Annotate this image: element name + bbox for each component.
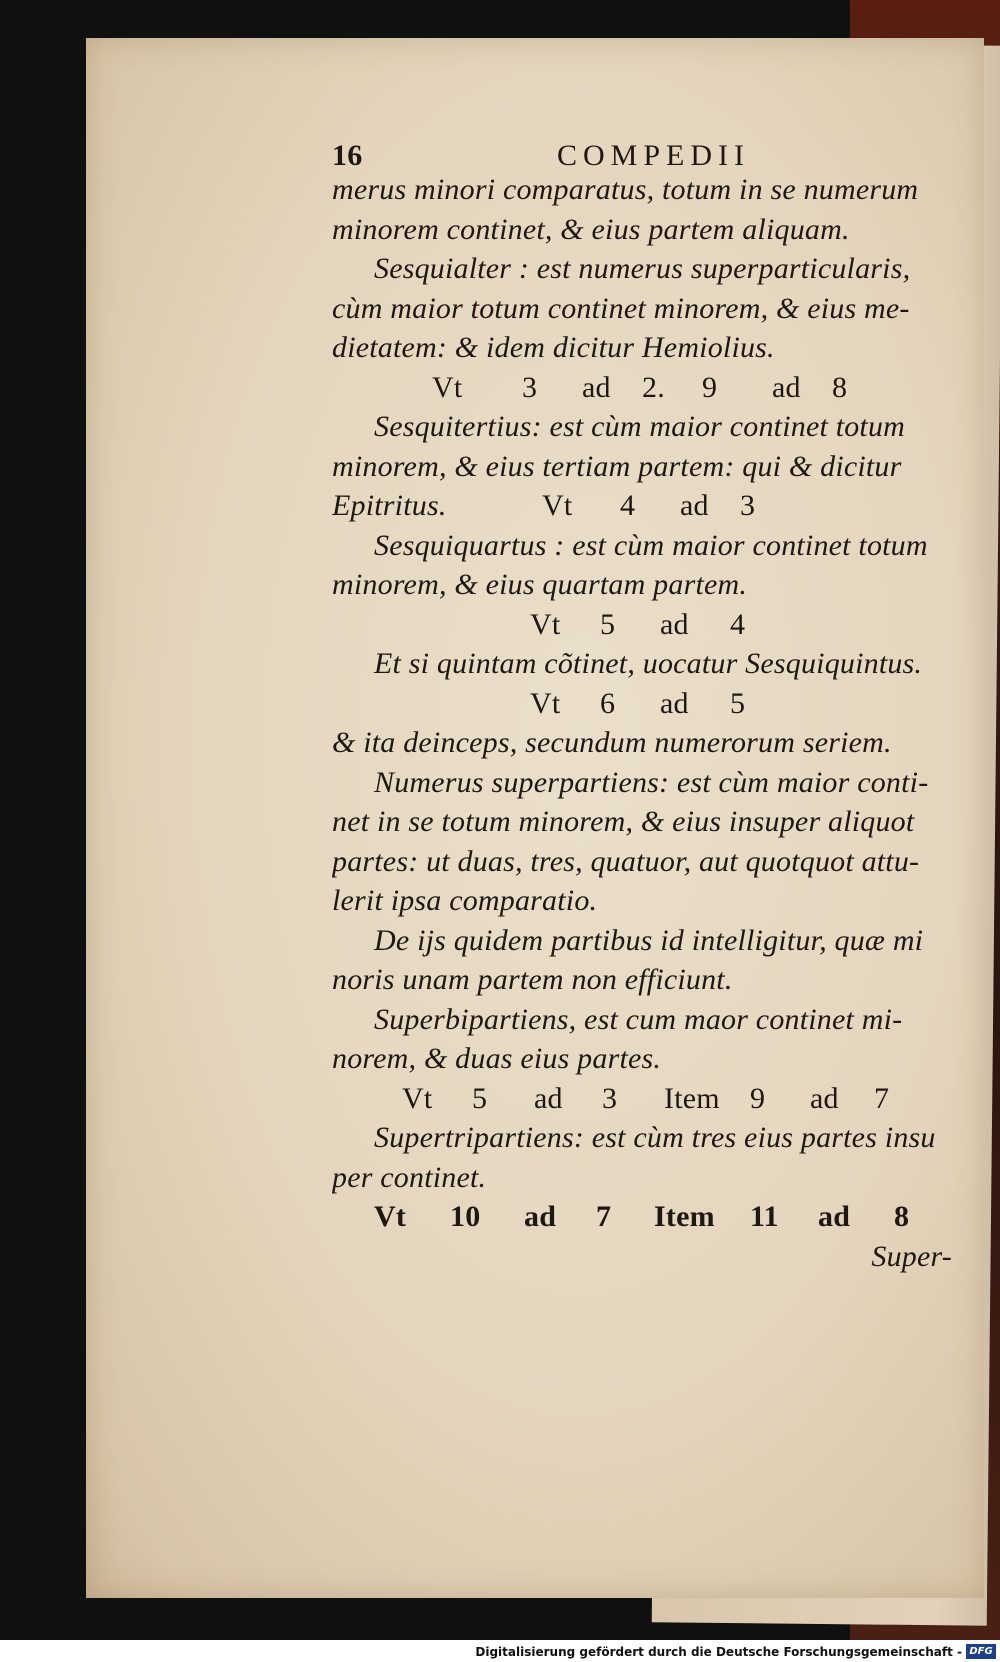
example-token: 10 (450, 1200, 481, 1233)
text-line: noris unam partem non efficiunt. (332, 963, 733, 996)
text-line: partes: ut duas, tres, quatuor, aut quotquot attu- (332, 844, 920, 878)
text-line: Superbipartiens, est cum maor continet mi- (374, 1002, 903, 1036)
example-token: 3 (602, 1081, 618, 1115)
example-token: 5 (472, 1081, 488, 1115)
page-number: 16 (332, 139, 363, 172)
example-token: Item (664, 1081, 720, 1115)
example-token: 7 (874, 1081, 890, 1115)
text-line: norem, & duas eius partes. (332, 1042, 662, 1075)
example-token: ad (680, 489, 709, 522)
example-token: 7 (596, 1200, 612, 1233)
text-line: lerit ipsa comparatio. (332, 884, 598, 917)
example-token: ad (582, 370, 611, 404)
text-line: minorem, & eius tertiam partem: qui & dicitur (332, 449, 902, 483)
text-line: Numerus superpartiens: est cùm maior conti- (374, 765, 929, 799)
example-token: 9 (750, 1081, 766, 1115)
example-token: Vt (374, 1200, 407, 1233)
example-token: Vt (530, 607, 561, 641)
example-token: ad (810, 1081, 839, 1115)
page-text (332, 136, 960, 1276)
text-line: Sesquialter : est numerus superparticularis, (374, 252, 911, 285)
example-line (332, 605, 960, 645)
text-line: dietatem: & idem dicitur Hemiolius. (332, 331, 775, 364)
example-token: 8 (832, 370, 848, 404)
text-line: net in se totum minorem, & eius insuper aliquot (332, 805, 915, 838)
example-token: ad (660, 607, 689, 641)
funding-credit: Digitalisierung gefördert durch die Deutsche Forschungsgemeinschaft - (475, 1645, 962, 1659)
footer-bar (0, 1640, 1000, 1662)
text-line: merus minori comparatus, totum in se numerum (332, 173, 919, 206)
example-token: 11 (750, 1200, 779, 1233)
dfg-logo: DFG (966, 1644, 996, 1659)
text-fragment: Epitritus. (332, 489, 447, 522)
example-token: ad (660, 686, 689, 720)
text-line: & ita deinceps, secundum numerorum seriem. (332, 726, 892, 759)
example-token: Item (654, 1200, 715, 1233)
example-token: 5 (730, 686, 746, 720)
example-line (332, 368, 960, 408)
example-token: 9 (702, 370, 718, 404)
example-token: Vt (530, 686, 561, 720)
example-token: 4 (620, 489, 636, 522)
example-token: 5 (600, 607, 616, 641)
example-token: ad (524, 1200, 557, 1233)
example-line (332, 1079, 960, 1119)
example-token: 3 (522, 370, 538, 404)
example-line (332, 684, 960, 724)
example-token: 3 (740, 489, 756, 522)
example-token: ad (772, 370, 801, 404)
example-token: 4 (730, 607, 746, 641)
example-token: Vt (402, 1081, 433, 1115)
text-line: minorem continet, & eius partem aliquam. (332, 212, 850, 246)
text-line: Et si quintam cõtinet, uocatur Sesquiquintus. (374, 647, 923, 680)
example-token: ad (818, 1200, 851, 1233)
text-line-with-example (332, 486, 960, 526)
text-line: per continet. (332, 1160, 487, 1194)
example-token: 6 (600, 686, 616, 720)
text-line: minorem, & eius quartam partem. (332, 568, 748, 601)
example-token: 2. (642, 370, 665, 404)
catchword: Super- (871, 1239, 952, 1273)
example-token: Vt (432, 370, 463, 404)
text-line: Sesquiquartus : est cùm maior continet totum (374, 528, 928, 562)
example-token: ad (534, 1081, 563, 1115)
running-title: COMPEDII (557, 139, 751, 172)
example-token: 8 (894, 1200, 910, 1233)
example-token: Vt (542, 489, 573, 522)
example-line (332, 1197, 960, 1237)
example-line (542, 486, 800, 526)
text-line: Sesquitertius: est cùm maior continet totum (374, 410, 906, 443)
text-line: De ijs quidem partibus id intelligitur, quæ mi (374, 923, 924, 957)
text-line: Supertripartiens: est cùm tres eius partes insu (374, 1121, 936, 1154)
text-line: cùm maior totum continet minorem, & eius me- (332, 291, 910, 325)
